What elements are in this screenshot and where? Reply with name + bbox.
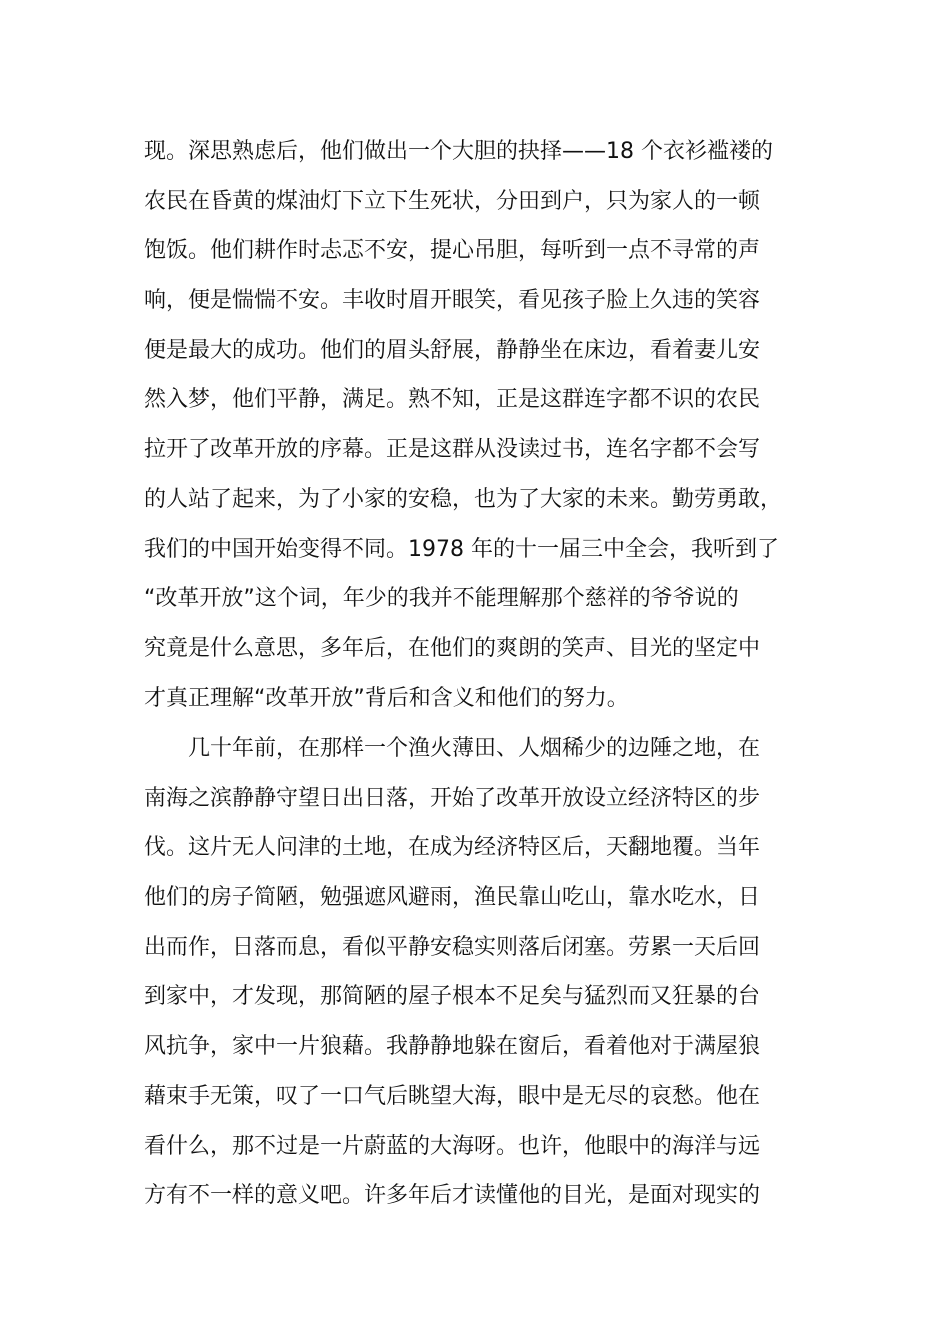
paragraph-line: 南海之滨静静守望日出日落，开始了改革开放设立经济特区的步: [144, 785, 761, 811]
paragraph-line: 几十年前，在那样一个渔火薄田、人烟稀少的边陲之地，在: [144, 736, 761, 761]
paragraph-line: 出而作，日落而息，看似平静安稳实则落后闭塞。劳累一天后回: [144, 934, 761, 960]
paragraph-1: [144, 127, 794, 723]
paragraph-line: 饱饭。他们耕作时忐忑不安，提心吊胆，每听到一点不寻常的声: [144, 238, 761, 264]
paragraph-line: 方有不一样的意义吧。许多年后才读懂他的目光，是面对现实的: [144, 1183, 761, 1209]
paragraph-line: 响，便是惴惴不安。丰收时眉开眼笑，看见孩子脸上久违的笑容: [144, 288, 761, 314]
paragraph-line: 现。深思熟虑后，他们做出一个大胆的抉择——18 个衣衫褴褛的: [144, 139, 773, 164]
paragraph-line: 伐。这片无人问津的土地，在成为经济特区后，天翻地覆。当年: [144, 835, 761, 861]
paragraph-line: 的人站了起来，为了小家的安稳，也为了大家的未来。勤劳勇敢，: [144, 486, 783, 512]
paragraph-line: 到家中，才发现，那简陋的屋子根本不足矣与猛烈而又狂暴的台: [144, 984, 761, 1010]
paragraph-line: “改革开放”这个词，年少的我并不能理解那个慈祥的爷爷说的: [144, 586, 739, 612]
paragraph-line: 便是最大的成功。他们的眉头舒展，静静坐在床边，看着妻儿安: [144, 337, 761, 363]
paragraph-line: 农民在昏黄的煤油灯下立下生死状，分田到户，只为家人的一顿: [144, 188, 761, 214]
paragraph-line: 然入梦，他们平静，满足。熟不知，正是这群连字都不识的农民: [144, 387, 761, 413]
paragraph-line: 风抗争，家中一片狼藉。我静静地躲在窗后，看着他对于满屋狼: [144, 1034, 761, 1060]
paragraph-line: 究竟是什么意思，多年后，在他们的爽朗的笑声、目光的坚定中: [144, 635, 761, 661]
paragraph-line: 他们的房子简陋，勉强遮风避雨，渔民靠山吃山，靠水吃水，日: [144, 885, 761, 911]
paragraph-line: 拉开了改革开放的序幕。正是这群从没读过书，连名字都不会写: [144, 437, 761, 463]
paragraph-line: 才真正理解“改革开放”背后和含义和他们的努力。: [144, 685, 629, 711]
paragraph-2: [144, 724, 794, 1221]
paragraph-line: 看什么，那不过是一片蔚蓝的大海呀。也许，他眼中的海洋与远: [144, 1133, 761, 1159]
paragraph-line: 我们的中国开始变得不同。1978 年的十一届三中全会，我听到了: [144, 536, 779, 562]
paragraph-line: 藉束手无策，叹了一口气后眺望大海，眼中是无尽的哀愁。他在: [144, 1083, 761, 1109]
